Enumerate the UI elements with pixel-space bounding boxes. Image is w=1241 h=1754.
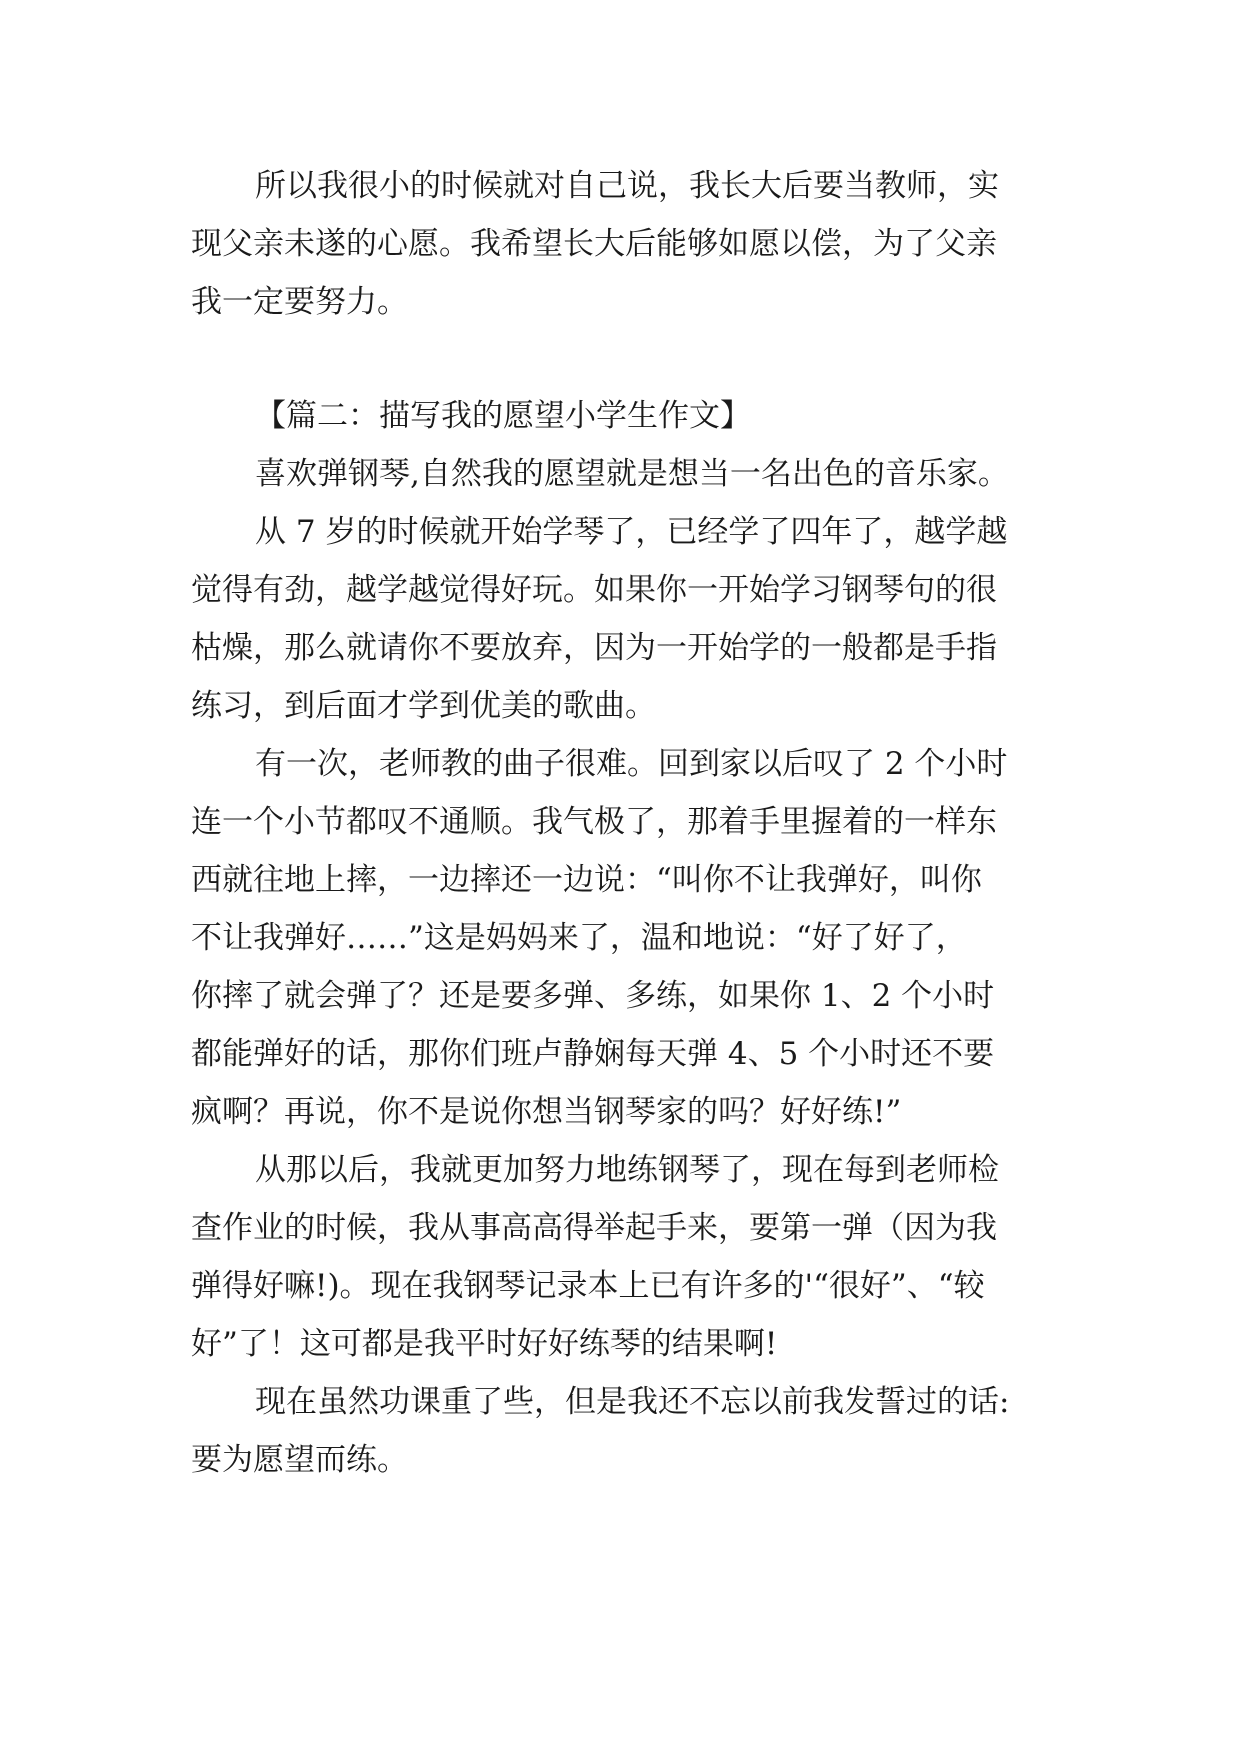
text-line: 你摔了就会弹了？还是要多弹、多练，如果你 1、2 个小时: [191, 978, 995, 1014]
text-line: 好”了！这可都是我平时好好练琴的结果啊!: [191, 1326, 778, 1362]
text-line: 现父亲未遂的心愿。我希望长大后能够如愿以偿，为了父亲: [191, 226, 997, 262]
text-line: 疯啊？再说，你不是说你想当钢琴家的吗？好好练!”: [191, 1094, 902, 1130]
text-line: 不让我弹好……”这是妈妈来了，温和地说：“好了好了，: [191, 920, 967, 956]
text-line: 练习，到后面才学到优美的歌曲。: [191, 688, 656, 724]
essay-section-2: [191, 387, 1051, 1489]
text-line: 所以我很小的时候就对自己说，我长大后要当教师，实: [255, 168, 999, 204]
text-line: 查作业的时候，我从事高高得举起手来，要第一弹（因为我: [191, 1210, 997, 1246]
text-line: 有一次，老师教的曲子很难。回到家以后叹了 2 个小时: [255, 746, 1008, 782]
text-line: 现在虽然功课重了些，但是我还不忘以前我发誓过的话:: [255, 1384, 1010, 1420]
paragraph-block-1: [191, 157, 1051, 331]
text-line: 从那以后，我就更加努力地练钢琴了，现在每到老师检: [255, 1152, 999, 1188]
text-line: 弹得好嘛!)。现在我钢琴记录本上已有许多的'“很好”、“较: [191, 1268, 985, 1304]
text-line: 喜欢弹钢琴,自然我的愿望就是想当一名出色的音乐家。: [255, 456, 1009, 492]
text-line: 西就往地上摔，一边摔还一边说：“叫你不让我弹好，叫你: [191, 862, 982, 898]
text-line: 觉得有劲，越学越觉得好玩。如果你一开始学习钢琴句的很: [191, 572, 997, 608]
text-line: 从 7 岁的时候就开始学琴了，已经学了四年了，越学越: [255, 514, 1008, 550]
text-line: 连一个小节都叹不通顺。我气极了，那着手里握着的一样东: [191, 804, 997, 840]
text-line: 都能弹好的话，那你们班卢静娴每天弹 4、5 个小时还不要: [191, 1036, 995, 1072]
text-line: 枯燥，那么就请你不要放弃，因为一开始学的一般都是手指: [191, 630, 997, 666]
text-line: 我一定要努力。: [191, 284, 408, 320]
text-line: 要为愿望而练。: [191, 1442, 408, 1478]
section-heading: 【篇二：描写我的愿望小学生作文】: [255, 398, 751, 434]
